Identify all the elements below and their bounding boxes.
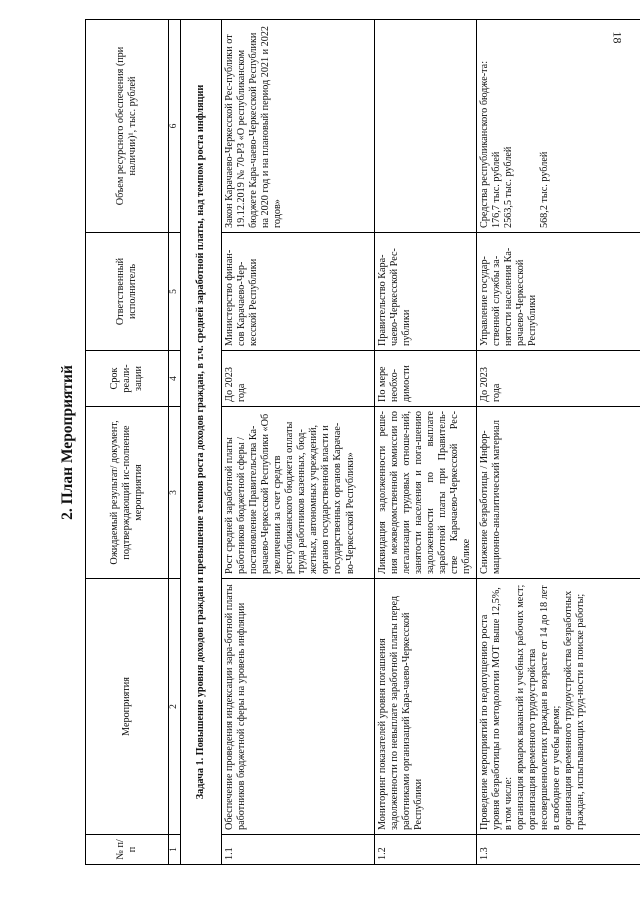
row-num: 1.3 (477, 835, 640, 865)
header-activity: Мероприятия (86, 579, 169, 835)
row-result: Рост средней заработной платы работников бюджетной сферы / постановление Правительства Ка-рачаево-Черкесской Республики «Об увеличении за счет средств республиканского бюджета оплаты труда работников казенных, бюд-жетных, автономных учреждений, органов государственной власти и государственных органов Карачае-во-Черкесской Республики» (222, 407, 375, 579)
funding-title: Средства республиканского бюдже-та: (479, 60, 491, 228)
table-header-row (86, 20, 169, 865)
table-row (477, 20, 640, 865)
page-number: 18 (610, 31, 625, 44)
activity-line: Проведение мероприятий по недопущению роста уровня безработицы по методологии МОТ выше 12,5%, в том числе: (479, 587, 515, 830)
header-result: Ожидаемый результат/ документ, подтверждающий ис-полнение мероприятия (86, 407, 169, 579)
funding-value: 568,2 тыс. рублей (539, 151, 551, 228)
table-row (222, 20, 375, 865)
row-executor: Министерство финан-сов Карачаево-Чер-кесской Республики (222, 233, 375, 351)
row-term: До 2023 года (222, 351, 375, 407)
header-funding: Объем ресурсного обеспечения (при наличии)¹, тыс. рублей (86, 20, 169, 233)
row-term: До 2023 года (477, 351, 640, 407)
header-num: № п/п (86, 835, 169, 865)
column-number: 1 (169, 835, 181, 865)
row-activity: Обеспечение проведения индексации зара-ботной платы работников бюджетной сферы на уровень инфляции (222, 579, 375, 835)
row-funding (477, 20, 640, 233)
column-number: 4 (169, 351, 181, 407)
column-number: 2 (169, 579, 181, 835)
column-number-row (169, 20, 181, 865)
row-executor: Правительство Кара-чаево-Черкесской Рес-публики (375, 233, 477, 351)
activity-line: организация ярмарок вакансий и учебных рабочих мест; (515, 584, 527, 830)
row-activity (477, 579, 640, 835)
column-number: 3 (169, 407, 181, 579)
row-funding (375, 20, 477, 233)
action-plan-table (85, 19, 640, 865)
row-term: По мере необхо-димости (375, 351, 477, 407)
funding-value: 176,7 тыс. рублей (491, 151, 503, 228)
column-number: 5 (169, 233, 181, 351)
row-num: 1.2 (375, 835, 477, 865)
table-row (375, 20, 477, 865)
row-result: Ликвидация задолженности реше-ния межведомственной комиссии по легализации трудовых отноше-ний, занятости населения и пога-шению задолженности по выплате заработной платы при Правитель-стве Карачаево-Черкесской Рес-публике (375, 407, 477, 579)
page-title: 2. План Мероприятий (59, 365, 76, 520)
header-term: Срок реали-зации (86, 351, 169, 407)
row-activity: Мониторинг показателей уровня погашения задолженности по невыплате заработной платы перед работниками организаций Кара-чаево-Черкесской Республики (375, 579, 477, 835)
row-funding: Закон Карачаево-Черкесской Рес-публики от 19.12.2019 № 70-РЗ «О республиканском бюджете Кара-чаево-Черкесской Республики на 2020 год и на плановый период 2021 и 2022 годов» (222, 20, 375, 233)
rotated-page-content (55, 20, 635, 865)
funding-spacer (515, 24, 539, 228)
column-number: 6 (169, 20, 181, 233)
header-executor: Ответственный исполнитель (86, 233, 169, 351)
activity-line: организация временного трудоустройства безработных граждан, испытывающих труд-ности в поиске работы; (563, 590, 587, 830)
task-title: Задача 1. Повышение уровня доходов граждан и превышение темпов роста доходов граждан, в т.ч. средней заработной платы, над темпом роста инфляции (181, 20, 222, 865)
row-num: 1.1 (222, 835, 375, 865)
row-result: Снижение безработицы / Инфор-мационно-аналитический материал (477, 407, 640, 579)
row-executor: Управление государ-ственной службы за-нятости населения Ка-рачаево-Черкесской Республики (477, 233, 640, 351)
task-row (181, 20, 222, 865)
activity-line: организация временного трудоустройства несовершеннолетних граждан в возрасте от 14 до 18 лет в свободное от учебы время; (527, 585, 563, 830)
funding-value: 2563,5 тыс. рублей (503, 146, 515, 228)
